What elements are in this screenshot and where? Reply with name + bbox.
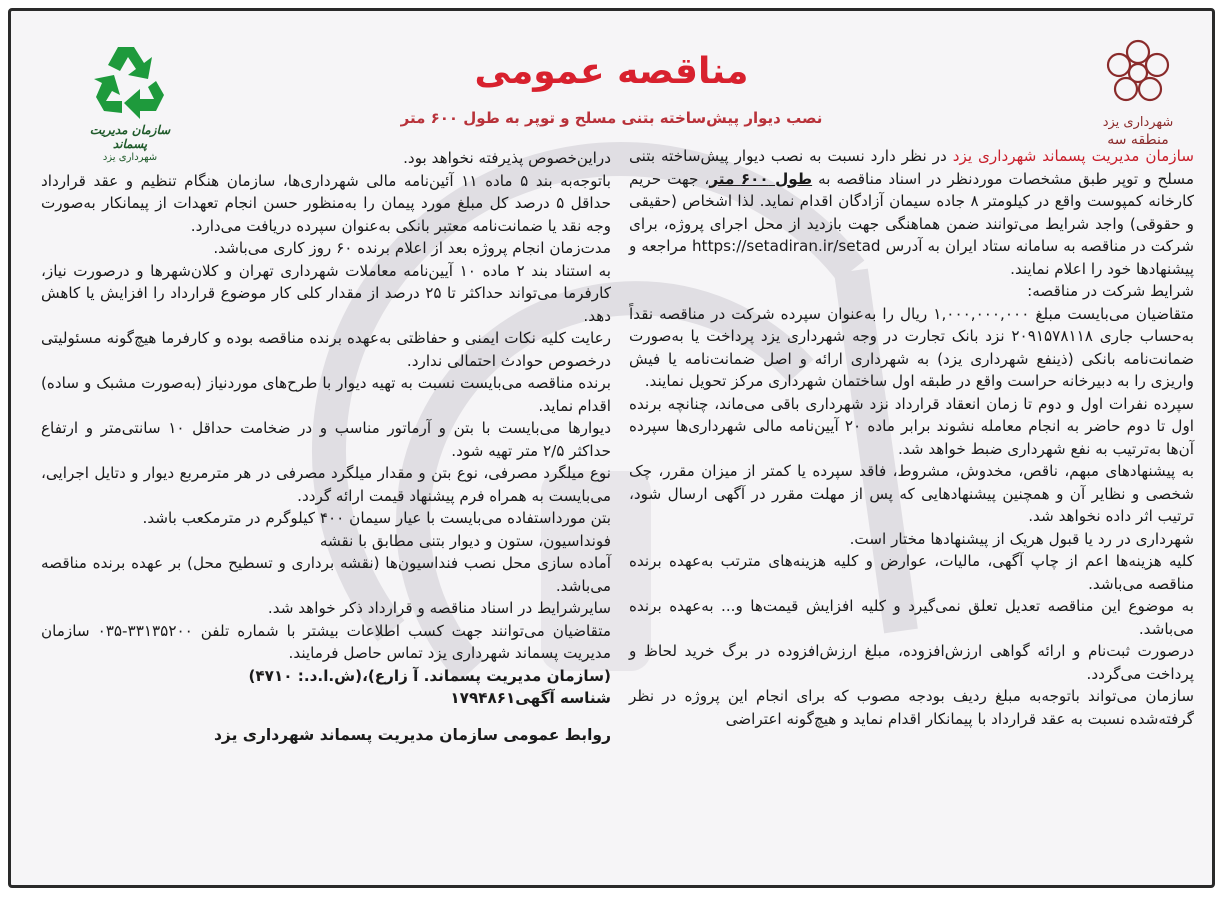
conditions-heading: شرایط شرکت در مناقصه: bbox=[1027, 282, 1194, 300]
seal-caption: منطقه سه bbox=[1107, 132, 1169, 148]
logo-org-name: سازمان مدیریت پسماند bbox=[89, 123, 171, 151]
signature: (سازمان مدیریت پسماند. آ زارع)،(ش.ا.د.: ۴۷۱۰) bbox=[248, 666, 611, 685]
paragraph: متقاضیان می‌بایست مبلغ ۱,۰۰۰,۰۰۰,۰۰۰ ریال را به‌عنوان سپرده شرکت در مناقصه نقداً به‌حساب جاری ۲۰۹۱۵۷۸۱۱۸ نزد بانک تجارت در وجه شهرداری یزد پرداخت یا به‌صورت ضمانت‌نامه بانکی (ذینفع شهرداری یزد) به شهرداری ارائه و اصل ضمانت‌نامه یا فیش واریزی را به دبیرخانه حراست واقع در طبقه اول ساختمان شهرداری مرکز تحویل نمایند. bbox=[629, 304, 1195, 390]
paragraph: مدت‌زمان انجام پروژه بعد از اعلام برنده ۶۰ روز کاری می‌باشد. bbox=[213, 239, 611, 257]
paragraph: فونداسیون، ستون و دیوار بتنی مطابق با نقشه bbox=[319, 531, 611, 550]
intro-text-1: در نظر دارد نسبت به نصب دیوار پیش‌ساخته بتنی مسلح و توپر طبق مشخصات موردنظر در اسناد مناقصه به bbox=[629, 147, 1194, 188]
advertisement-frame bbox=[8, 8, 1215, 888]
paragraph: به پیشنهادهای مبهم، ناقص، مخدوش، مشروط، فاقد سپرده یا کمتر از میزان مقرر، چک شخصی و نظایر آن و همچنین پیشنهادهایی که پس از مهلت مقرر در آگهی ارسال شود، ترتیب اثر داده نخواهد شد. bbox=[629, 462, 1194, 525]
paragraph: دیوارها می‌بایست با بتن و آرماتور مناسب و در ضخامت حداقل ۱۰ سانتی‌متر و ارتفاع حداکثر ۲/۵ متر تهیه شود. bbox=[41, 419, 612, 460]
paragraph: دراین‌خصوص پذیرفته نخواهد بود. bbox=[403, 149, 611, 167]
ad-id: شناسه آگهی۱۷۹۴۸۶۱ bbox=[450, 689, 611, 707]
paragraph: نوع میلگرد مصرفی، نوع بتن و مقدار میلگرد مصرفی در هر مترمربع دیوار و دتایل اجرایی، می‌بایست به همراه فرم پیشنهاد قیمت ارائه گردد. bbox=[41, 464, 611, 505]
paragraph: آماده سازی محل نصب فنداسیون‌ها (نقشه برداری و تسطیح محل) بر عهده برنده مناقصه می‌باشد. bbox=[41, 554, 611, 595]
intro-length: طول ۶۰۰ متر bbox=[709, 169, 813, 188]
paragraph: درصورت ثبت‌نام و ارائه گواهی ارزش‌افزوده، مبلغ ارزش‌افزوده در برگ خرید لحاظ و پرداخت می‌گردد. bbox=[629, 642, 1194, 683]
seal-text: شهرداری یزد bbox=[1102, 115, 1174, 130]
logo-sub-name: شهرداری یزد bbox=[102, 152, 158, 163]
paragraph: شهرداری در رد یا قبول هریک از پیشنهادها مختار است. bbox=[849, 529, 1194, 548]
intro-org: سازمان مدیریت پسماند شهرداری یزد bbox=[952, 147, 1194, 165]
paragraph: سایرشرایط در اسناد مناقصه و قرارداد ذکر خواهد شد. bbox=[267, 599, 611, 617]
paragraph: برنده مناقصه می‌بایست نسبت به تهیه دیوار با طرح‌های موردنیاز (به‌صورت مشبک و ساده) اقدام نماید. bbox=[41, 374, 611, 415]
paragraph: به استناد بند ۲ ماده ۱۰ آیین‌نامه معاملات شهرداری تهران و کلان‌شهرها و درصورت نیاز، کارفرما می‌تواند حداکثر تا ۲۵ درصد از مقدار کلی کار موضوع قرارداد را افزایش یا کاهش دهد. bbox=[41, 261, 611, 325]
paragraph: متقاضیان می‌توانند جهت کسب اطلاعات بیشتر با شماره تلفن ۳۳۱۳۵۲۰۰-۰۳۵ سازمان مدیریت پسماند شهرداری یزد تماس حاصل فرمایند. bbox=[41, 621, 611, 662]
paragraph: سازمان می‌تواند باتوجه‌به مبلغ ردیف بودجه مصوب که برای انجام این پروژه در نظر گرفته‌شده نسبت به عقد قرارداد با پیمانکار اقدام نماید و هیچ‌گونه اعتراضی bbox=[629, 687, 1194, 728]
paragraph: کلیه هزینه‌ها اعم از چاپ آگهی، مالیات، عوارض و کلیه هزینه‌های مترتب به‌عهده برنده مناقصه می‌باشد. bbox=[629, 552, 1194, 593]
paragraph: باتوجه‌به بند ۵ ماده ۱۱ آئین‌نامه مالی شهرداری‌ها، سازمان هنگام تنظیم و عقد قرارداد حداقل ۵ درصد کل مبلغ مورد پیمان را به‌منظور حسن انجام تعهدات از پیمانکار به‌صورت وجه نقد یا ضمانت‌نامه معتبر بانکی به‌عنوان سپرده دریافت می‌دارد. bbox=[41, 171, 612, 235]
right-column bbox=[629, 145, 1194, 730]
left-column bbox=[41, 147, 611, 746]
page-title: مناقصه عمومی bbox=[474, 51, 749, 92]
paragraph: به موضوع این مناقصه تعدیل تعلق نمی‌گیرد و کلیه افزایش قیمت‌ها و... به‌عهده برنده می‌باشد. bbox=[629, 597, 1194, 638]
paragraph: رعایت کلیه نکات ایمنی و حفاظتی به‌عهده برنده مناقصه بوده و کارفرما هیچ‌گونه مسئولیتی درخصوص حوادث احتمالی ندارد. bbox=[41, 329, 611, 370]
paragraph: بتن مورداستفاده می‌بایست با عیار سیمان ۴۰۰ کیلوگرم در مترمکعب باشد. bbox=[142, 509, 611, 527]
page-subtitle: نصب دیوار پیش‌ساخته بتنی مسلح و توپر به طول ۶۰۰ متر bbox=[400, 109, 823, 127]
intro-paragraph bbox=[629, 145, 1194, 280]
intro-text-2: ، جهت حریم کارخانه کمپوست واقع در کیلومتر ۸ جاده سیمان آزادگان اقدام نماید. لذا اشخاص (حقیقی و حقوقی) واجد شرایط می‌توانند ضمن هماهنگی جهت بازدید از محل اجرای پروژه، برای شرکت در مناقصه به سامانه ستاد ایران به آدرس https://setadiran.ir/setad مراجعه و پیشنهادها خود را اعلام نمایند. bbox=[629, 169, 1194, 278]
paragraph: سپرده نفرات اول و دوم تا زمان انعقاد قرارداد نزد شهرداری باقی می‌ماند، چنانچه برنده اول تا دوم حاضر به انجام معامله نشوند برابر ماده ۲۰ آیین‌نامه مالی شهرداری‌ها سپرده آن‌ها به‌ترتیب به نفع شهرداری ضبط خواهد شد. bbox=[629, 394, 1195, 458]
footer-public-relations: روابط عمومی سازمان مدیریت پسماند شهرداری یزد bbox=[213, 725, 611, 744]
